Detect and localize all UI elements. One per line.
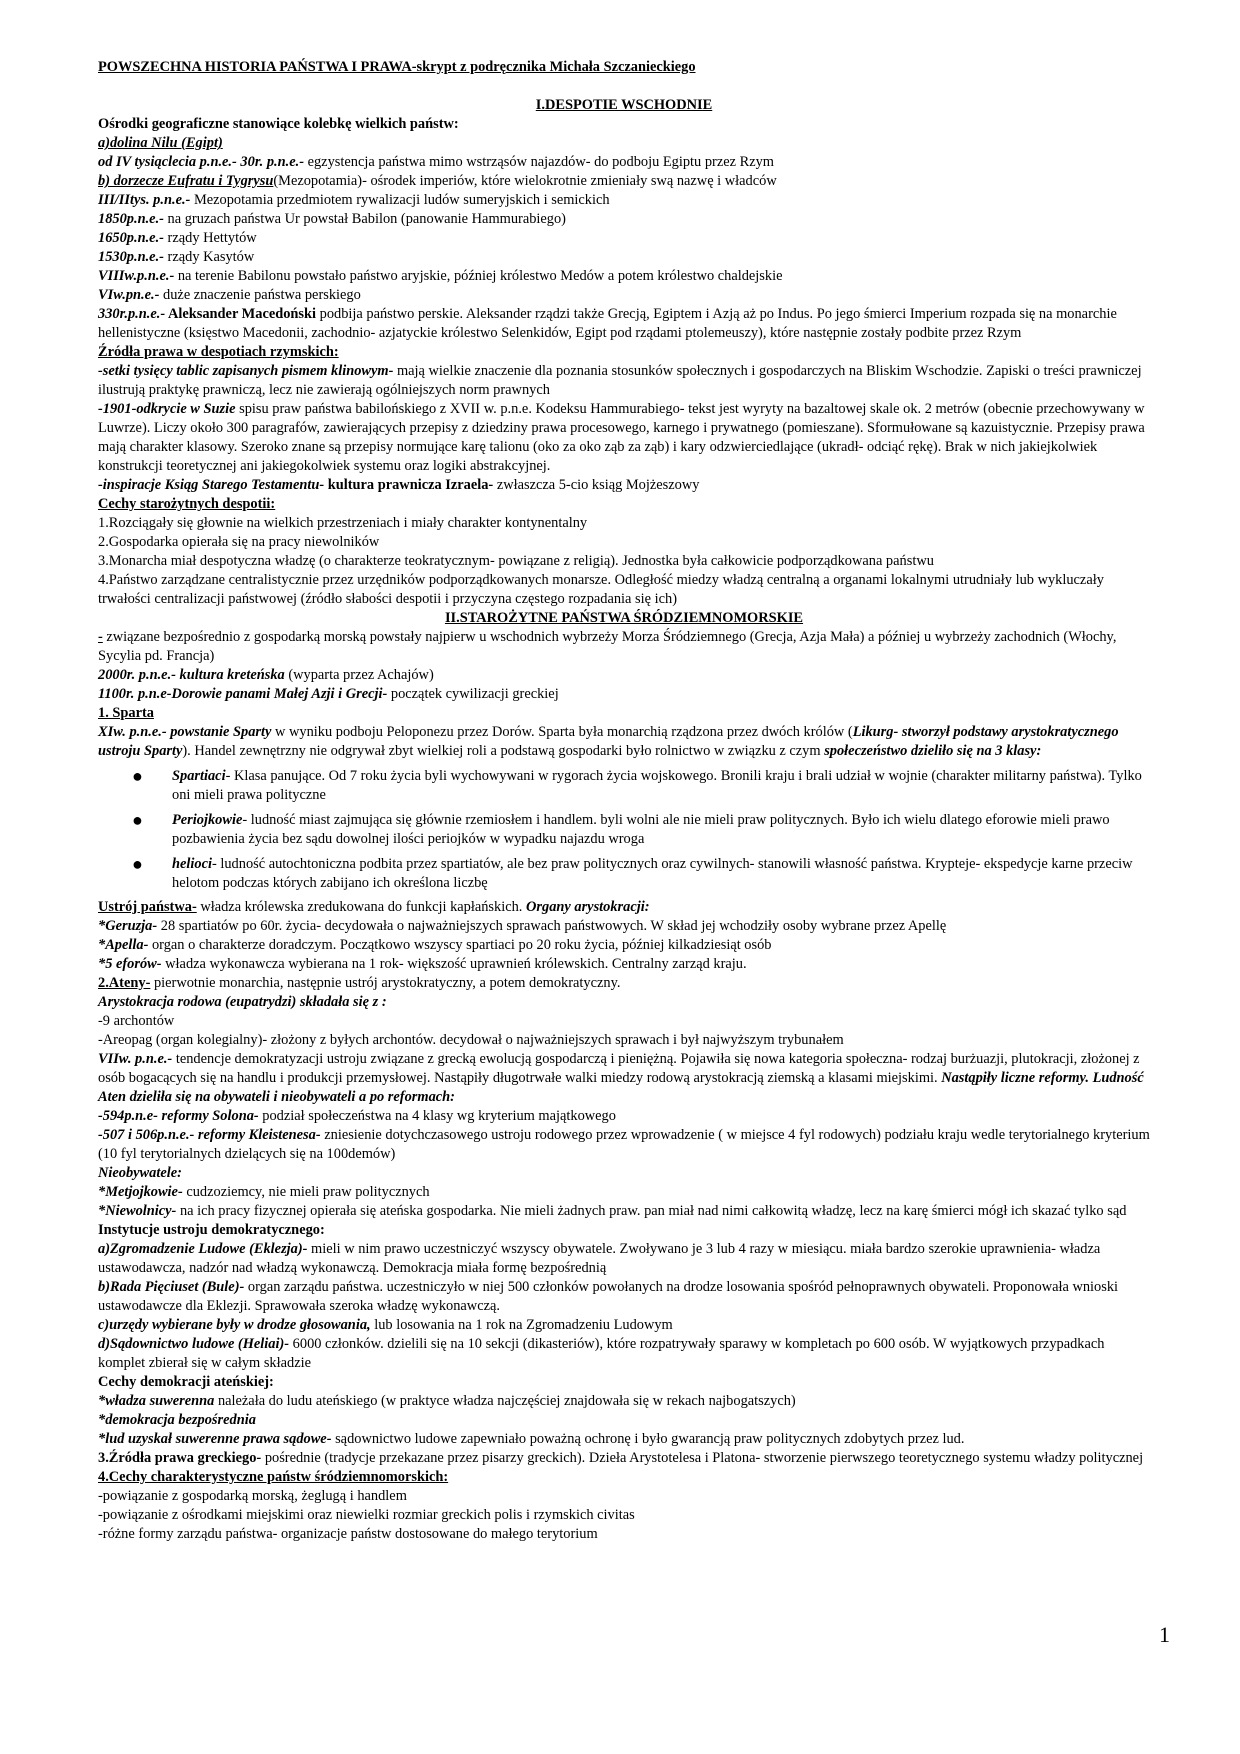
bullet-item: ● helioci- ludność autochtoniczna podbita przez spartiatów, ale bez praw politycznych oraz cywilnych- stanowili własność państwa. Krypteje- ekspedycje karne przeciw helotom podczas których zabijano ich określona liczbę bbox=[132, 854, 1133, 891]
med-line: 2000r. p.n.e.- kultura kreteńska (wyparta przez Achajów) bbox=[98, 667, 434, 683]
trait-item: 4.Państwo zarządzane centralistycznie przez urzędników podporządkowanych monarsze. Odległość miedzy władzą centralną a organami lokalnymi utrudniały lub wykluczały trwałości centralizacji państwowej (źródło słabości despotii i przyczyna częstego rozpadania się ich) bbox=[98, 572, 1104, 607]
reform-line: -507 i 506p.n.e.- reformy Kleistenesa- zniesienie dotychczasowego ustroju rodowego przez wprowadzenie ( w miejsce 4 fyl rodowych) podziału kraju wedle terytorialnego kryterium (10 fyl terytorialnych dzielących się na 100demów) bbox=[98, 1127, 1150, 1162]
section-heading-2: II.STAROŻYTNE PAŃSTWA ŚRÓDZIEMNOMORSKIE bbox=[444, 610, 804, 626]
dem-item: *władza suwerenna należała do ludu ateńskiego (w praktyce władza najczęściej znajdowała się w rekach najbogatszych) bbox=[98, 1393, 796, 1409]
trait-item: 3.Monarcha miał despotyczna władzę (o charakterze teokratycznym- powiązane z religią). Jednostka była całkowicie podporządkowana państwu bbox=[98, 553, 934, 569]
document-body bbox=[98, 58, 1150, 1544]
sparta-paragraph: XIw. p.n.e.- powstanie Sparty w wyniku podboju Peloponezu przez Dorów. Sparta była monarchią rządzona przez dwóch królów (Likurg- stworzył podstawy arystokratycznego ustroju Sparty). Handel zewnętrzny nie odgrywał zbyt wielkiej roli a podstawą gospodarki było rolnictwo w związku z czym społeczeństwo dzieliło się na 3 klasy: bbox=[98, 724, 1119, 759]
document-title: POWSZECHNA HISTORIA PAŃSTWA I PRAWA-skrypt z podręcznika Michała Szczanieckiego bbox=[98, 59, 696, 75]
aryst-heading: Arystokracja rodowa (eupatrydzi) składała się z : bbox=[98, 994, 387, 1010]
features-heading: 4.Cechy charakterystyczne państw śródziemnomorskich: bbox=[98, 1469, 449, 1485]
dem-item: *lud uzyskał suwerenne prawa sądowe- sądownictwo ludowe zapewniało poważną ochronę i było gwarancją praw politycznych zdobytych przez lud. bbox=[98, 1431, 965, 1447]
traits-heading: Cechy starożytnych despotii: bbox=[98, 496, 276, 512]
med-intro: - związane bezpośrednio z gospodarką morską powstały najpierw u wschodnich wybrzeży Morza Śródziemnego (Grecja, Azja Mała) a później u wybrzeży zachodnich (Włochy, Sycylia pd. Francja) bbox=[98, 629, 1117, 664]
aryst-item: -9 archontów bbox=[98, 1013, 175, 1029]
source-paragraph: -1901-odkrycie w Suzie spisu praw państwa babilońskiego z XVII w. p.n.e. Kodeksu Hammurabiego- tekst jest wyryty na bazaltowej skale ok. 2 metrów (obecnie przechowywany w Luwrze). Liczy około 300 paragrafów, zawierających przepisy z dziedziny prawa procesowego, karnego i prywatnego (pomieszane). Sformułowane są kazuistycznie. Przepisy prawa mają charakter klasowy. Szeroko znane są przepisy normujące karę talionu (oko za oko ząb za ząb) i kary odzwierciedlające (ukradł- odciąć rękę). Brak w nich jakiejkolwiek konstrukcji teoretycznej ani jakiegokolwiek systemu oraz logiki abstrakcyjnej. bbox=[98, 401, 1145, 474]
timeline-line: VIw.pn.e.- duże znaczenie państwa perskiego bbox=[98, 287, 361, 303]
organ-line: *5 eforów- władza wykonawcza wybierana na 1 rok- większość uprawnień królewskich. Centralny zarząd kraju. bbox=[98, 956, 747, 972]
bullet-icon: ● bbox=[132, 766, 143, 786]
nieob-item: *Niewolnicy- na ich pracy fizycznej opierała się ateńska gospodarka. Nie mieli żadnych praw. pan miał nad nimi całkowitą władzę, lecz na karę śmierci mógł ich skazać tylko sąd bbox=[98, 1203, 1127, 1219]
organ-line: *Apella- organ o charakterze doradczym. Początkowo wszyscy spartiaci po 20 roku życia, później kilkadziesiąt osób bbox=[98, 937, 772, 953]
geo-heading: Ośrodki geograficzne stanowiące kolebkę wielkich państw: bbox=[98, 116, 459, 132]
feature-item: -powiązanie z gospodarką morską, żeglugą i handlem bbox=[98, 1488, 407, 1504]
inst-item: c)urzędy wybierane były w drodze głosowania, lub losowania na 1 rok na Zgromadzeniu Ludowym bbox=[98, 1317, 673, 1333]
timeline-line: 330r.p.n.e.- Aleksander Macedoński podbija państwo perskie. Aleksander rządzi także Grecją, Egiptem i Azją aż po Indus. Po jego śmierci Imperium rozpada się na monarchie hellenistyczne (księstwo Macedonii, zachodnio- azjatyckie królestwo Selenkidów, Egipt pod rządami ptolemeuszy), które następnie zostały podbite przez Rzym bbox=[98, 306, 1117, 341]
inst-item: a)Zgromadzenie Ludowe (Eklezja)- mieli w nim prawo uczestniczyć wszyscy obywatele. Zwoływano je 3 lub 4 razy w miesiącu. miała bardzo szerokie uprawnienia- władza ustawodawcza, nadzór nad władzą wykonawczą. Demokracja miała formę bezpośrednią bbox=[98, 1241, 1101, 1276]
dem-item: *demokracja bezpośrednia bbox=[98, 1412, 256, 1428]
ustroj-line: Ustrój państwa- władza królewska zredukowana do funkcji kapłańskich. Organy arystokracji: bbox=[98, 899, 650, 915]
dem-heading: Cechy demokracji ateńskiej: bbox=[98, 1374, 274, 1390]
feature-item: -różne formy zarządu państwa- organizacje państw dostosowane do małego terytorium bbox=[98, 1526, 598, 1542]
bullet-item: ● Periojkowie- ludność miast zajmująca się głównie rzemiosłem i handlem. byli wolni ale nie mieli praw politycznych. Było ich wielu dlatego eforowie mieli prawo pozbawienia życia bez sądu dowolnej ilości periojków w wypadku najazdu wroga bbox=[132, 810, 1110, 847]
nieob-item: *Metjojkowie- cudzoziemcy, nie mieli praw politycznych bbox=[98, 1184, 430, 1200]
aryst-item: -Areopag (organ kolegialny)- złożony z byłych archontów. decydował o najważniejszych sprawach i był najwyższym trybunałem bbox=[98, 1032, 844, 1048]
med-line: 1100r. p.n.e-Dorowie panami Małej Azji i Grecji- początek cywilizacji greckiej bbox=[98, 686, 559, 702]
bullet-item: ● Spartiaci- Klasa panujące. Od 7 roku życia byli wychowywani w rygorach życia wojskowego. Bronili kraju i brali udział w wojnie (charakter militarny państwa). Tylko oni mieli prawa polityczne bbox=[132, 766, 1142, 803]
trait-item: 1.Rozciągały się głownie na wielkich przestrzeniach i miały charakter kontynentalny bbox=[98, 515, 588, 531]
bullet-icon: ● bbox=[132, 810, 143, 830]
timeline-line: VIIIw.p.n.e.- na terenie Babilonu powstało państwo aryjskie, później królestwo Medów a potem królestwo chaldejskie bbox=[98, 268, 783, 284]
source-paragraph: -setki tysięcy tablic zapisanych pismem klinowym- mają wielkie znaczenie dla poznania stosunków społecznych i gospodarczych na Bliskim Wschodzie. Zapiski o treści prawniczej ilustrują praktykę prawniczą, lecz nie zawierają ogólniejszych norm prawnych bbox=[98, 363, 1142, 398]
greek-law-line: 3.Źródła prawa greckiego- pośrednie (tradycje przekazane przez pisarzy greckich). Dzieła Arystotelesa i Platona- stworzenie pierwszego teoretycznego systemu władzy politycznej bbox=[98, 1450, 1144, 1466]
bullet-icon: ● bbox=[132, 854, 143, 874]
trait-item: 2.Gospodarka opierała się na pracy niewolników bbox=[98, 534, 380, 550]
timeline-line: III/IItys. p.n.e.- Mezopotamia przedmiotem rywalizacji ludów sumeryjskich i semickich bbox=[98, 192, 610, 208]
source-paragraph: -inspiracje Ksiąg Starego Testamentu- kultura prawnicza Izraela- zwłaszcza 5-cio ksiąg Mojżeszowy bbox=[98, 477, 700, 493]
organ-line: *Geruzja- 28 spartiatów po 60r. życia- decydowała o najważniejszych sprawach państwowych. W skład jej wchodziły osoby wybrane przez Apellę bbox=[98, 918, 947, 934]
section-heading-1: I.DESPOTIE WSCHODNIE bbox=[535, 97, 713, 113]
inst-item: d)Sądownictwo ludowe (Heliai)- 6000 członków. dzielili się na 10 sekcji (dikasteriów), które rozpatrywały sparawy w kompletach po 600 osób. W wyjątkowych przypadkach komplet zbierał się w całym składzie bbox=[98, 1336, 1105, 1371]
feature-item: -powiązanie z ośrodkami miejskimi oraz niewielki rozmiar greckich polis i rzymskich civitas bbox=[98, 1507, 635, 1523]
inst-item: b)Rada Pięciuset (Bule)- organ zarządu państwa. uczestniczyło w niej 500 członków powołanych na drodze losowania spośród pełnoprawnych obywateli. Proponowała wnioski ustawodawcze dla Eklezji. Sprawowała szeroka władzę wykonawczą. bbox=[98, 1279, 1119, 1314]
nieob-heading: Nieobywatele: bbox=[98, 1165, 182, 1181]
sparta-heading: 1. Sparta bbox=[98, 705, 154, 721]
ateny-line: 2.Ateny- pierwotnie monarchia, następnie ustrój arystokratyczny, a potem demokratyczny. bbox=[98, 975, 621, 991]
timeline-line: 1850p.n.e.- na gruzach państwa Ur powstał Babilon (panowanie Hammurabiego) bbox=[98, 211, 566, 227]
timeline-line: 1650p.n.e.- rządy Hettytów bbox=[98, 230, 257, 246]
sources-heading: Źródła prawa w despotiach rzymskich: bbox=[98, 344, 339, 360]
nile-heading: a)dolina Nilu (Egipt) bbox=[98, 135, 223, 151]
mezo-line: b) dorzecze Eufratu i Tygrysu(Mezopotamia)- ośrodek imperiów, które wielokrotnie zmieniały swą nazwę i władców bbox=[98, 173, 777, 189]
nile-line: od IV tysiąclecia p.n.e.- 30r. p.n.e.- egzystencja państwa mimo wstrząsów najazdów- do podboju Egiptu przez Rzym bbox=[98, 154, 774, 170]
reform-line: -594p.n.e- reformy Solona- podział społeczeństwa na 4 klasy wg kryterium majątkowego bbox=[98, 1108, 616, 1124]
page-number: 1 bbox=[1159, 1622, 1170, 1647]
inst-heading: Instytucje ustroju demokratycznego: bbox=[98, 1222, 325, 1238]
vii-paragraph: VIIw. p.n.e.- tendencje demokratyzacji ustroju związane z grecką ewolucją gospodarczą i pieniężną. Pojawiła się nowa kategoria społeczna- rodzaj burżuazji, plutokracji, złożonej z osób bogacących się na handlu i produkcji przemysłowej. Nastąpiły długotrwałe walki miedzy rodową arystokracją ziemską a klasami miejskimi. Nastąpiły liczne reformy. Ludność Aten dzieliła się na obywateli i nieobywateli a po reformach: bbox=[98, 1051, 1144, 1105]
timeline-line: 1530p.n.e.- rządy Kasytów bbox=[98, 249, 255, 265]
